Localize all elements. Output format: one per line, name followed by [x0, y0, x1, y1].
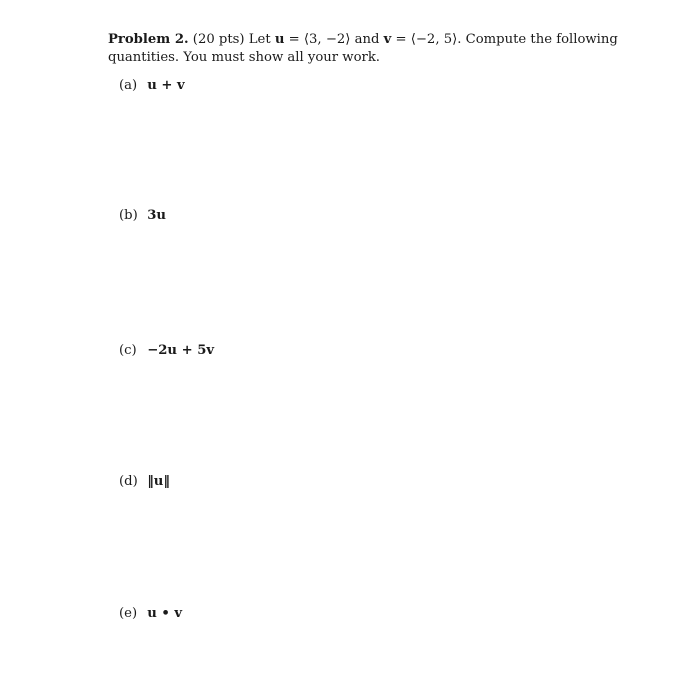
part-a-label: (a) — [119, 78, 138, 93]
vector-u-value: = ⟨3, −2⟩ — [288, 32, 351, 47]
problem-instruction: Compute the following quantities. — [108, 32, 618, 65]
problem-statement — [108, 31, 668, 67]
part-e — [119, 605, 182, 623]
part-d — [119, 473, 170, 491]
vector-v-symbol: v — [383, 32, 392, 47]
part-a-expression: u + v — [147, 78, 185, 93]
part-b — [119, 207, 166, 225]
vector-v-value: = ⟨−2, 5⟩. — [395, 32, 462, 47]
problem-let-text: Let — [248, 32, 271, 47]
problem-work-note: You must show all your work. — [183, 50, 381, 65]
problem-points: (20 pts) — [192, 32, 245, 47]
part-c — [119, 342, 214, 360]
part-d-label: (d) — [119, 474, 138, 489]
part-a — [119, 77, 185, 95]
part-b-expression: 3u — [147, 208, 166, 223]
part-d-expression: ‖u‖ — [147, 474, 170, 489]
problem-title: Problem 2. — [108, 32, 189, 47]
part-c-expression: −2u + 5v — [147, 343, 215, 358]
part-b-label: (b) — [119, 208, 138, 223]
part-e-expression: u • v — [147, 606, 183, 621]
part-e-label: (e) — [119, 606, 138, 621]
problem-and-text: and — [354, 32, 380, 47]
part-c-label: (c) — [119, 343, 137, 358]
vector-u-symbol: u — [274, 32, 285, 47]
